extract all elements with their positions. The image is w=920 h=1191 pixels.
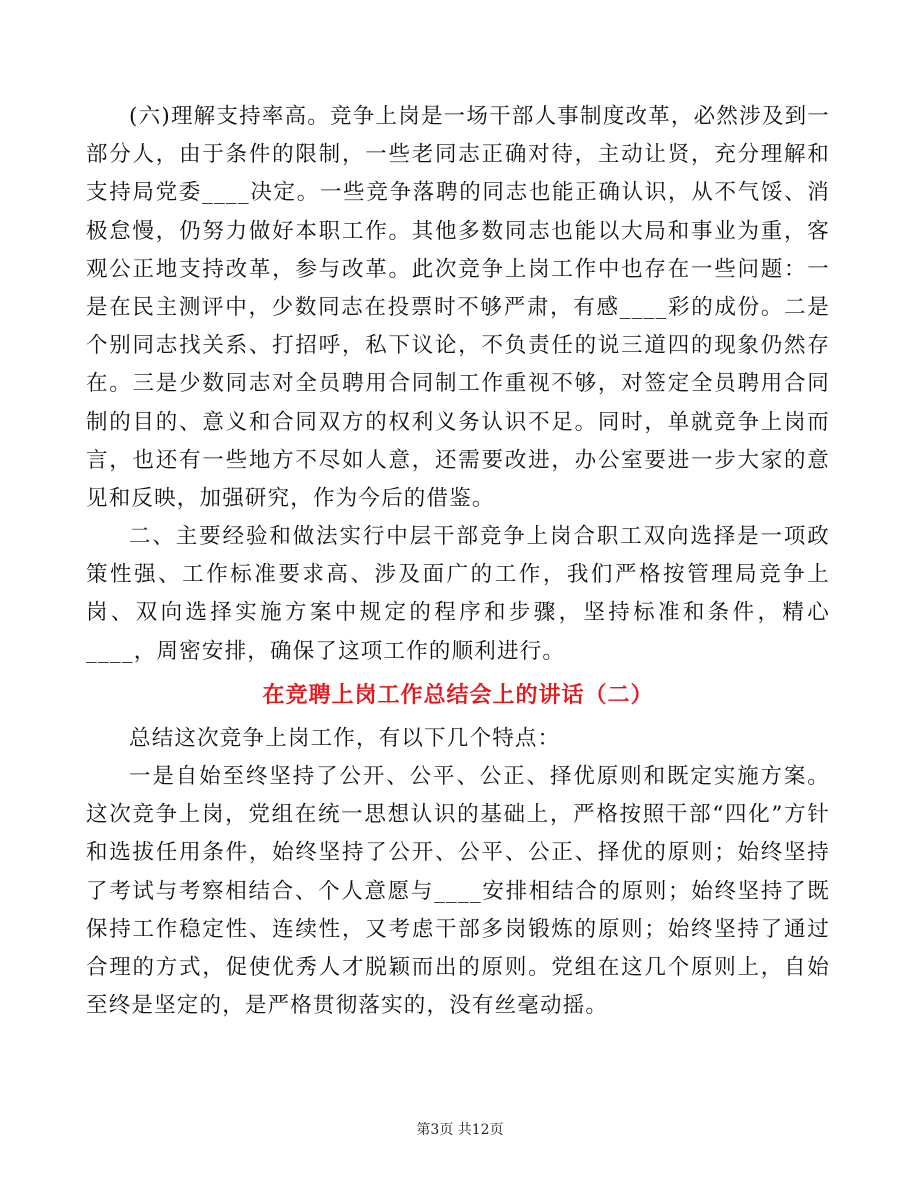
paragraph-understanding-support: (六)理解支持率高。竞争上岗是一场干部人事制度改革，必然涉及到一部分人，由于条件的限制，一些老同志正确对待，主动让贤，充分理解和支持局党委____决定。一些竞争落聘的同志也能正确认识，从不气馁、消极怠慢，仍努力做好本职工作。其他多数同志也能以大局和事业为重，客观公正地支持改革，参与改革。此次竞争上岗工作中也存在一些问题：一是在民主测评中，少数同志在投票时不够严肃，有感____彩的成份。二是个别同志找关系、打招呼，私下议论，不负责任的说三道四的现象仍然存在。三是少数同志对全员聘用合同制工作重视不够，对签定全员聘用合同制的目的、意义和合同双方的权利义务认识不足。同时，单就竞争上岗而言，也还有一些地方不尽如人意，还需要改进，办公室要进一步大家的意见和反映，加强研究，作为今后的借鉴。 [86,104,830,512]
paragraph-summary-intro: 总结这次竞争上岗工作，有以下几个特点： [129,726,561,751]
section-title: 在竞聘上岗工作总结会上的讲话（二） [262,683,654,708]
paragraph-main-experience: 二、主要经验和做法实行中层干部竞争上岗合职工双向选择是一项政策性强、工作标准要求高、涉及面广的工作，我们严格按管理局竞争上岗、双向选择实施方案中规定的程序和步骤，坚持标准和条件，精心____，周密安排，确保了这项工作的顺利进行。 [86,524,830,664]
page-number-footer: 第3页 共12页 [416,1122,504,1138]
paragraph-first-feature: 一是自始至终坚持了公开、公平、公正、择优原则和既定实施方案。这次竞争上岗，党组在统一思想认识的基础上，严格按照干部“四化”方针和选拔任用条件，始终坚持了公开、公平、公正、择优的原则；始终坚持了考试与考察相结合、个人意愿与____安排相结合的原则；始终坚持了既保持工作稳定性、连续性，又考虑干部多岗锻炼的原则；始终坚持了通过合理的方式，促使优秀人才脱颖而出的原则。党组在这几个原则上，自始至终是坚定的，是严格贯彻落实的，没有丝毫动摇。 [86,764,830,1019]
